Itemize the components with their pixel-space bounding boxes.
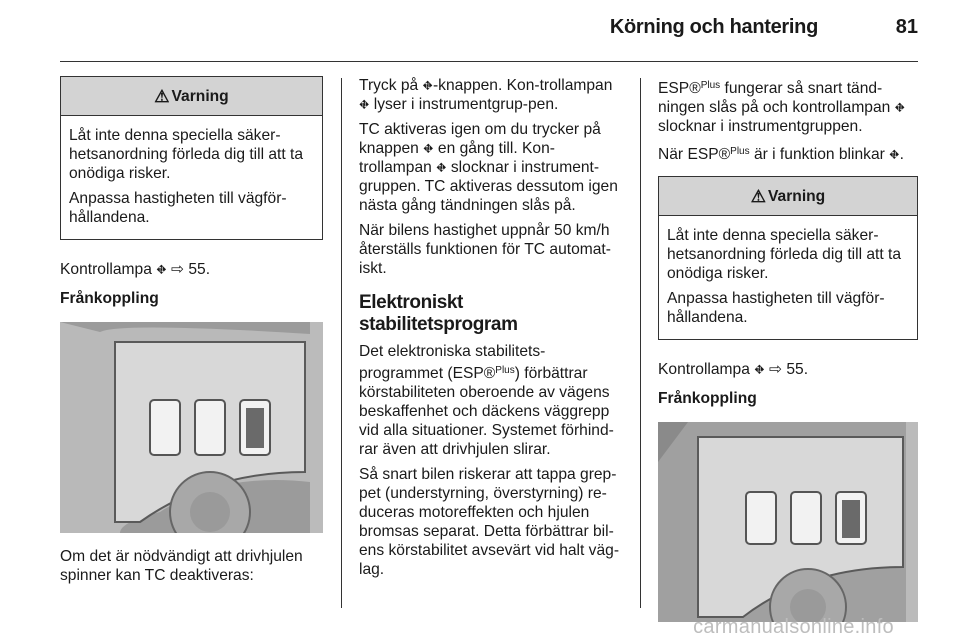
watermark: carmanualsonline.info (693, 616, 894, 638)
traction-control-icon: ⛖ (423, 141, 434, 156)
indicator-reference: Kontrollampa ⛖ ⇨ 55. (60, 261, 211, 278)
warning-text-1: Låt inte denna speciella säker-hetsanordning förleda dig till att ta onödiga risker. (69, 127, 304, 182)
column-1 (60, 76, 323, 591)
section-heading-disable: Frånkoppling (60, 290, 159, 307)
disable-instruction: Om det är nödvändigt att drivhjulen spinner kan TC deaktiveras: (60, 548, 303, 584)
tc-speed-text: När bilens hastighet uppnår 50 km/h återställs funktionen för TC automat-iskt. (359, 222, 611, 277)
column-3 (658, 76, 918, 622)
warning-triangle-icon: ⚠ (750, 186, 767, 206)
tc-switch-photo (60, 322, 323, 533)
esp-intro-text: Det elektroniska stabilitets-programmet (ESP®$^{Plus}$) förbättrar körstabiliteten oberoende av vägens beskaffenhet och däckens väggrepp vid alla situationer. Systemet förhind-rar även att drivhjulen slirar. (359, 343, 614, 458)
indicator-reference-2: Kontrollampa ⛖ ⇨ 55. (658, 361, 809, 378)
column-2 (359, 76, 621, 585)
traction-control-icon: ⛖ (359, 97, 370, 112)
section-heading-disable-2: Frånkoppling (658, 390, 757, 407)
traction-control-icon: ⛖ (754, 362, 765, 377)
esp-switch-photo (658, 422, 918, 622)
warning-text-2: Anpassa hastigheten till vägför-hållandena. (667, 290, 885, 326)
warning-text-1: Låt inte denna speciella säker-hetsanordning förleda dig till att ta onödiga risker. (667, 227, 902, 282)
column-divider-1 (341, 78, 342, 608)
traction-control-icon: ⛖ (889, 147, 900, 162)
traction-control-icon: ⛖ (894, 100, 906, 115)
warning-text-2: Anpassa hastigheten till vägför-hållandena. (69, 190, 287, 226)
esp-blink-text: När ESP®$^{Plus}$ är i funktion blinkar ⛖. (658, 146, 904, 163)
page-number: 81 (895, 16, 918, 38)
warning-box-2 (658, 176, 918, 340)
warning-heading: ⚠ Varning (61, 77, 322, 116)
warning-heading-2: ⚠ Varning (659, 177, 917, 216)
tc-reactivate-text: TC aktiveras igen om du trycker på knappen ⛖ en gång till. Kon-trollampan ⛖ slocknar i instrument-gruppen. TC aktiveras dessutom igen nästa gång tändningen slås på. (359, 121, 618, 214)
traction-control-icon: ⛖ (422, 78, 433, 93)
tc-press-button-text: Tryck på ⛖-knappen. Kon-trollampan ⛖ lyser i instrumentgrup-pen. (359, 77, 613, 113)
esp-function-text: Så snart bilen riskerar att tappa grep-pet (understyrning, överstyrning) re-duceras motoreffekten och hjulen bromsas separat. Detta förbättrar bil-ens körstabilitet avsevärt vid halt väg-lag. (359, 466, 620, 578)
page-header-title: Körning och hantering (609, 16, 818, 38)
column-divider-2 (640, 78, 641, 608)
traction-control-icon: ⛖ (156, 262, 167, 277)
esp-ignition-text: ESP®$^{Plus}$ fungerar så snart tänd-ningen slås på och kontrollampan ⛖ slocknar i instrumentgruppen. (658, 80, 906, 135)
warning-box (60, 76, 323, 240)
traction-control-icon: ⛖ (436, 160, 447, 175)
warning-triangle-icon: ⚠ (154, 86, 170, 106)
page-reference-arrow-icon: ⇨ (170, 261, 185, 278)
header-rule (60, 61, 918, 62)
section-heading-esp: Elektroniskt stabilitetsprogram (359, 292, 518, 335)
page-reference-arrow-icon: ⇨ (768, 361, 783, 378)
